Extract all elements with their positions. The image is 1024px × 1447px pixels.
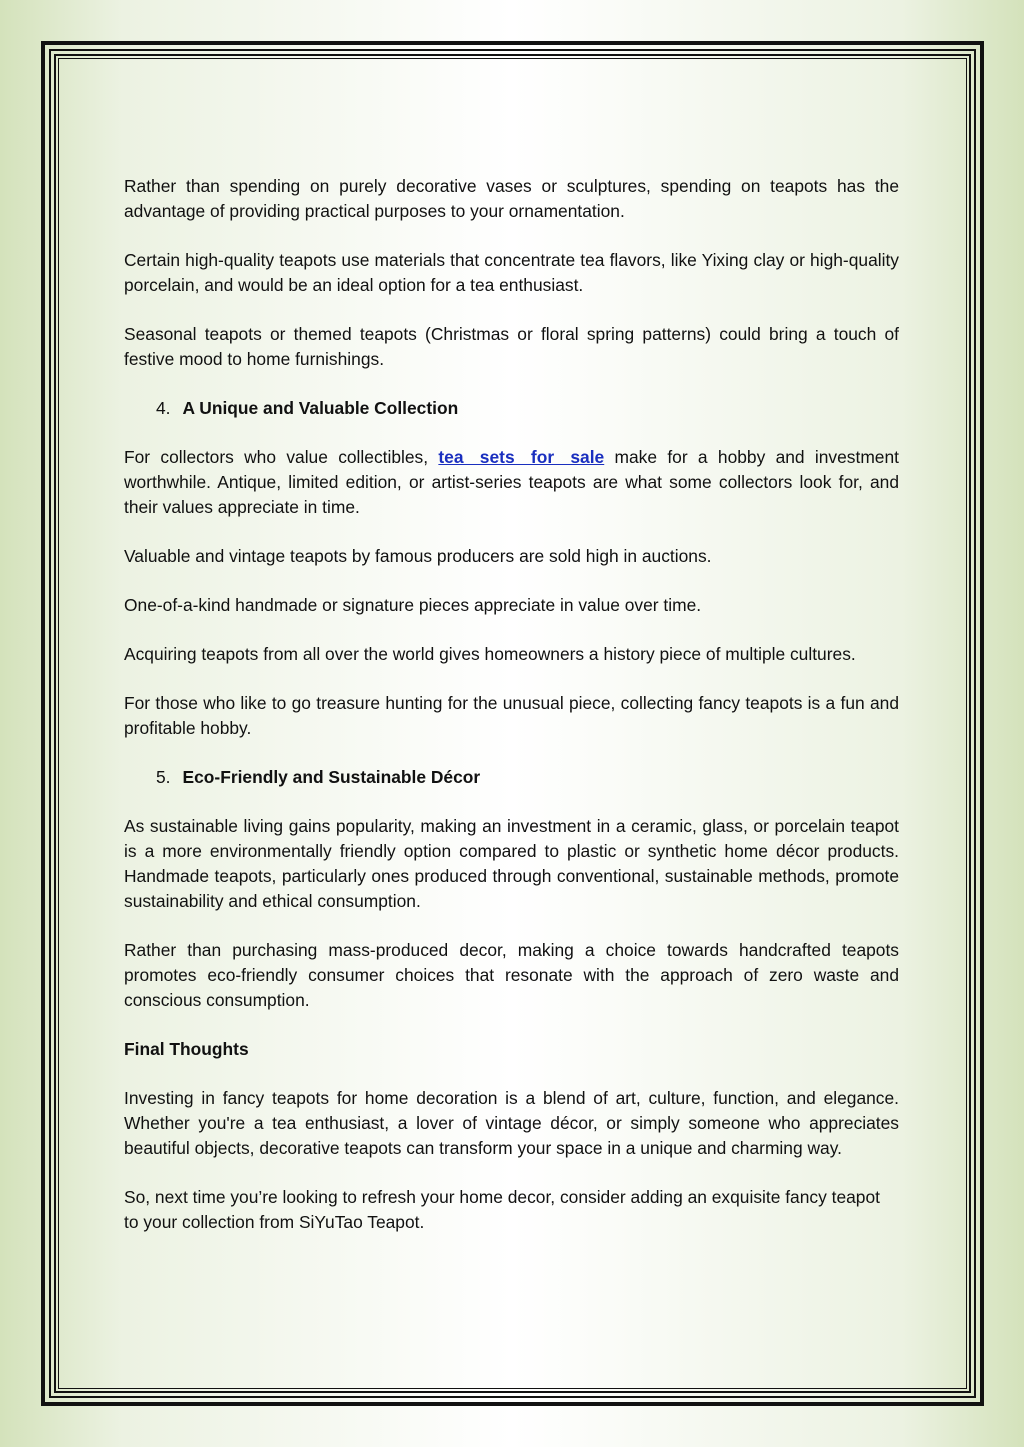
section-number: 5. [156,767,171,787]
paragraph-seasonal: Seasonal teapots or themed teapots (Christmas or floral spring patterns) could bring a touch of festive mood to home furnishings. [124,324,899,369]
paragraph-closing: So, next time you’re looking to refresh your home decor, consider adding an exquisite fancy teapot to your collection from SiYuTao Teapot. [124,1187,880,1232]
paragraph-treasure-hunting: For those who like to go treasure hunting for the unusual piece, collecting fancy teapots is a fun and profitable hobby. [124,693,899,738]
paragraph-materials: Certain high-quality teapots use materials that concentrate tea flavors, like Yixing clay or high-quality porcelain, and would be an ideal option for a tea enthusiast. [124,250,899,295]
final-thoughts-heading: Final Thoughts [124,1039,249,1059]
section-title: Eco-Friendly and Sustainable Décor [182,767,481,787]
paragraph-mass-produced: Rather than purchasing mass-produced decor, making a choice towards handcrafted teapots promotes eco-friendly consumer choices that resonate with the approach of zero waste and conscious consumption. [124,940,899,1010]
tea-sets-for-sale-link[interactable]: tea sets for sale [438,447,605,467]
section-heading-eco-friendly [156,765,899,790]
paragraph-world-cultures: Acquiring teapots from all over the world gives homeowners a history piece of multiple cultures. [124,644,856,664]
section-title: A Unique and Valuable Collection [182,398,459,418]
paragraph-collectors [124,445,899,520]
paragraph-collectors-end: make for a hobby and investment worthwhile. Antique, limited edition, or artist-series teapots are what some collectors look for, and their values appreciate in time. [124,447,899,517]
paragraph-auctions: Valuable and vintage teapots by famous producers are sold high in auctions. [124,546,712,566]
paragraph-investing: Investing in fancy teapots for home decoration is a blend of art, culture, function, and elegance. Whether you're a tea enthusiast, a lover of vintage décor, or simply someone who appreciates beautiful objects, decorative teapots can transform your space in a unique and charming way. [124,1088,899,1158]
paragraph-sustainable-living: As sustainable living gains popularity, making an investment in a ceramic, glass, or porcelain teapot is a more environmentally friendly option compared to plastic or synthetic home décor products. Handmade teapots, particularly ones produced through conventional, sustainable methods, promote sustainability and ethical consumption. [124,816,899,911]
section-heading-unique-collection [156,396,899,421]
paragraph-handmade-pieces: One-of-a-kind handmade or signature pieces appreciate in value over time. [124,595,702,615]
paragraph-practical-purposes: Rather than spending on purely decorative vases or sculptures, spending on teapots has the advantage of providing practical purposes to your ornamentation. [124,176,899,221]
paragraph-collectors-start: For collectors who value collectibles, [124,447,439,467]
document-body [124,174,899,1259]
section-number: 4. [156,398,171,418]
